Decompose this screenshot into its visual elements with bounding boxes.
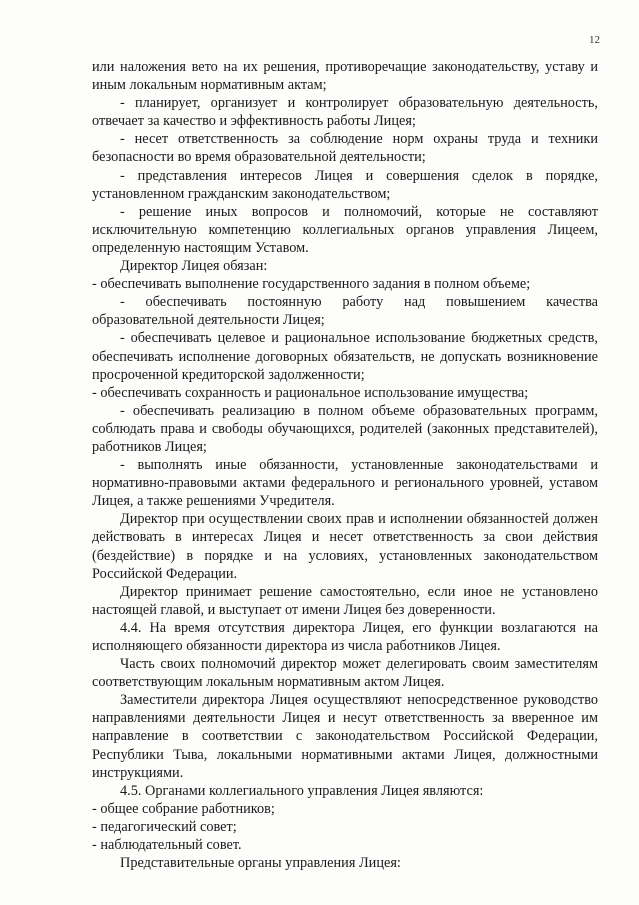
section-lead: Директор Лицея обязан: xyxy=(120,258,268,275)
list-item: - выполнять иные обязанности, установленные законодательствами и нормативно-правовыми актами федерального и регионального уровней, уставом Лицея, а также решениями Учредителя. xyxy=(92,457,598,510)
list-item: - наблюдательный совет. xyxy=(92,837,242,854)
list-item: - педагогический совет; xyxy=(92,818,237,835)
paragraph: Директор принимает решение самостоятельно, если иное не установлено настоящей главой, и выступает от имени Лицея без доверенности. xyxy=(92,583,598,618)
paragraph: Директор при осуществлении своих прав и исполнении обязанностей должен действовать в интересах Лицея и несет ответственность за свои действия (бездействие) в порядке и на условиях, установленных законодательством Российской Федерации. xyxy=(92,511,598,582)
section-lead: Представительные органы управления Лицея: xyxy=(120,855,401,872)
list-item: - обеспечивать реализацию в полном объеме образовательных программ, соблюдать права и свободы обучающихся, родителей (законных представителей), работников Лицея; xyxy=(92,402,598,455)
list-item: - решение иных вопросов и полномочий, которые не составляют исключительную компетенцию коллегиальных органов управления Лицеем, определенную настоящим Уставом. xyxy=(92,203,598,256)
paragraph: 4.4. На время отсутствия директора Лицея, его функции возлагаются на исполняющего обязанности директора из числа работников Лицея. xyxy=(92,619,598,654)
list-item: - общее собрание работников; xyxy=(92,800,275,817)
list-item: - обеспечивать постоянную работу над повышением качества образовательной деятельности Лицея; xyxy=(92,294,598,329)
list-item: - обеспечивать сохранность и рациональное использование имущества; xyxy=(92,384,529,401)
list-item: - обеспечивать выполнение государственного задания в полном объеме; xyxy=(92,276,531,293)
paragraph: Часть своих полномочий директор может делегировать своим заместителям соответствующим локальным нормативным актом Лицея. xyxy=(92,656,598,691)
paragraph: или наложения вето на их решения, противоречащие законодательству, уставу и иным локальным нормативным актам; xyxy=(92,59,598,94)
page-number: 12 xyxy=(589,34,600,46)
section-heading: 4.5. Органами коллегиального управления Лицея являются: xyxy=(120,782,484,799)
document-body xyxy=(92,58,598,872)
list-item: - представления интересов Лицея и совершения сделок в порядке, установленном гражданским законодательством; xyxy=(92,167,598,202)
paragraph: Заместители директора Лицея осуществляют непосредственное руководство направлениями деятельности Лицея и несут ответственность за вверенное им направление в соответствии с законодательством Российской Федерации, Республики Тыва, локальными нормативными актами Лицея, должностными инструкциями. xyxy=(92,692,598,781)
list-item: - несет ответственность за соблюдение норм охраны труда и техники безопасности во время образовательной деятельности; xyxy=(92,131,598,166)
list-item: - обеспечивать целевое и рациональное использование бюджетных средств, обеспечивать исполнение договорных обязательств, не допускать возникновение просроченной кредиторской задолженности; xyxy=(92,330,598,383)
list-item: - планирует, организует и контролирует образовательную деятельность, отвечает за качество и эффективность работы Лицея; xyxy=(92,95,598,130)
